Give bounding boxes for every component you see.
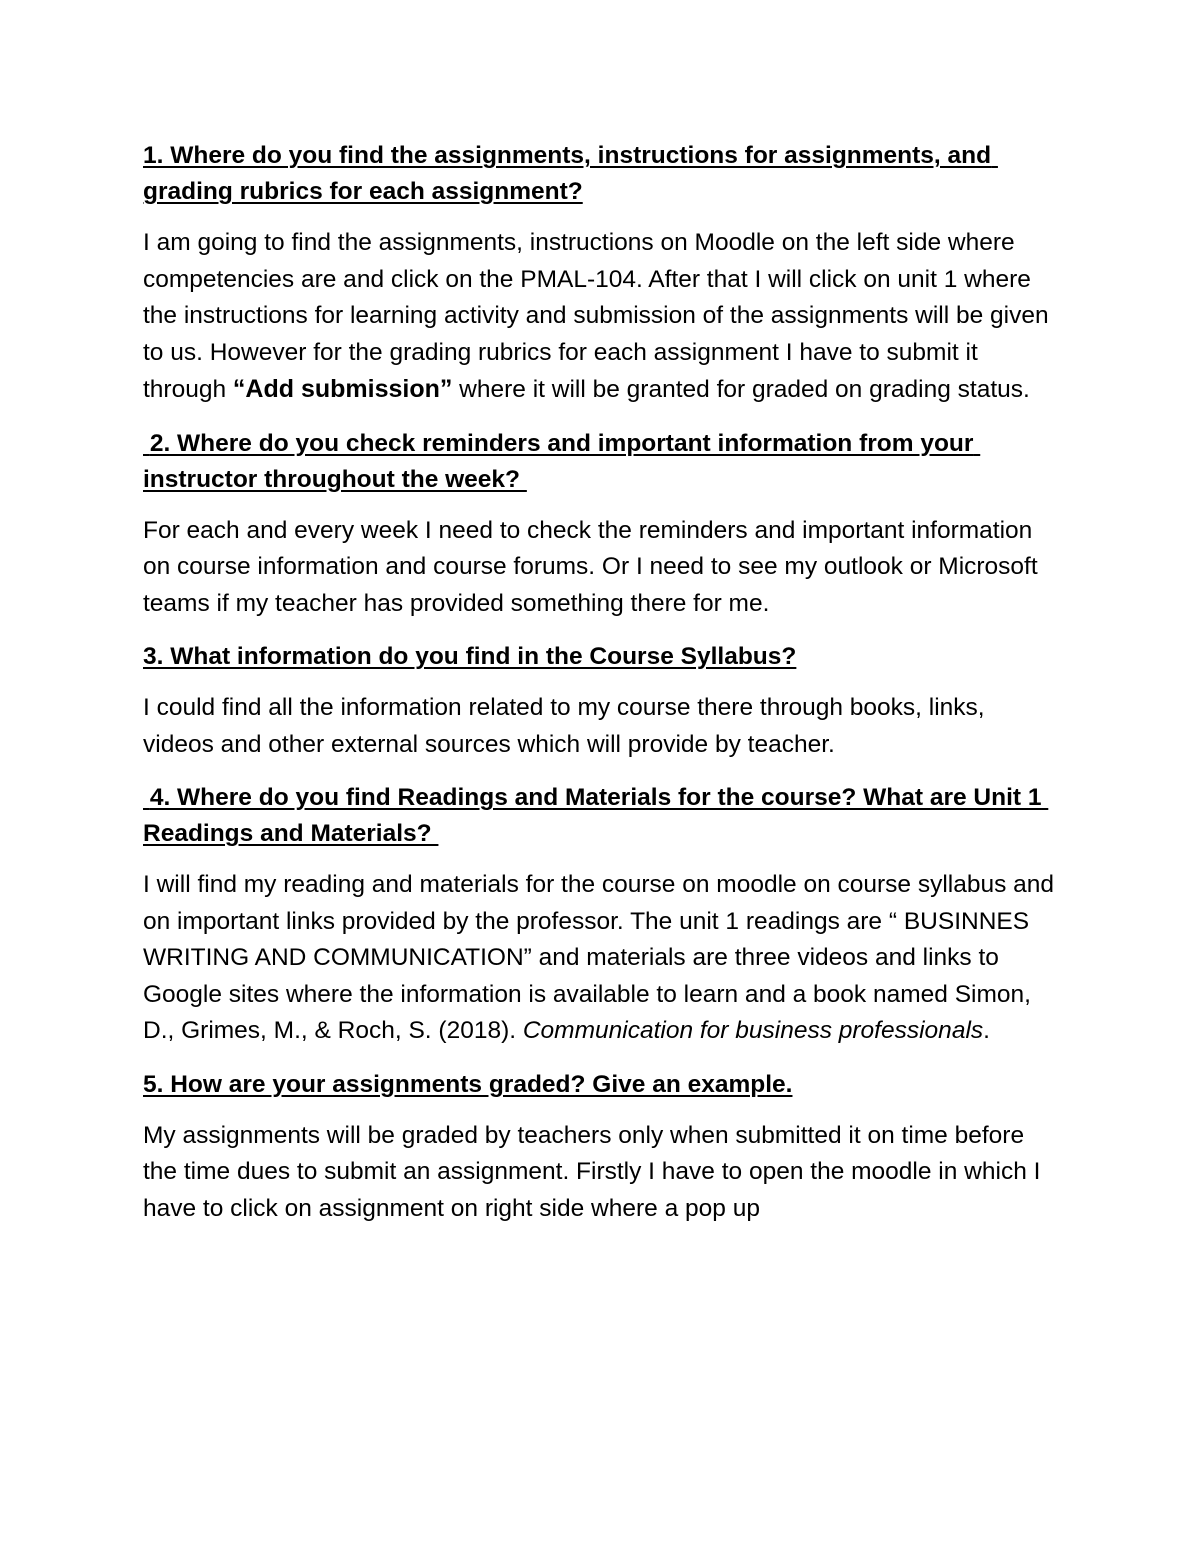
question-4-heading: 4. Where do you find Readings and Materials for the course? What are Unit 1 Readings and Materials? <box>143 784 1049 847</box>
answer-4-italic: Communication for business professionals <box>522 1017 984 1044</box>
question-2-heading: 2. Where do you check reminders and important information from your instructor throughout the week? <box>143 429 981 493</box>
answer-1-text <box>143 225 1058 409</box>
answer-1-part1: I am going to find the assignments, instructions on Moodle on the left side where competencies are and click on the PMAL-104. After that I will click on unit 1 where the instructions for learning activity and submission of the assignments will be given to us. However for the grading rubrics for each assignment I have to submit it through <box>143 229 1049 403</box>
answer-4-text <box>143 867 1058 1050</box>
answer-2-text: For each and every week I need to check the reminders and important information on course information and course forums. Or I need to see my outlook or Microsoft teams if my teacher has provided something there for me. <box>143 516 1038 617</box>
answer-4-part1: I will find my reading and materials for the course on moodle on course syllabus and on important links provided by the professor. The unit 1 readings are “ BUSINNES WRITING AND COMMUNICATION” and materials are three videos and links to Google sites where the information is available to learn and a book named Simon, D., Grimes, M., & Roch, S. (2018). <box>143 871 1055 1044</box>
answer-1-bold: “Add submission” <box>232 375 453 403</box>
document-page <box>143 138 1058 1227</box>
question-5-heading: 5. How are your assignments graded? Give an example. <box>143 1070 793 1098</box>
answer-3-text: I could find all the information related to my course there through books, links, videos and other external sources which will provide by teacher. <box>143 694 985 758</box>
answer-4-part2: . <box>983 1017 990 1044</box>
answer-1-part2: where it will be granted for graded on grading status. <box>452 376 1030 403</box>
question-3-heading: 3. What information do you find in the Course Syllabus? <box>143 643 797 670</box>
question-1-heading: 1. Where do you find the assignments, instructions for assignments, and grading rubrics for each assignment? <box>143 142 998 205</box>
answer-5-text: My assignments will be graded by teachers only when submitted it on time before the time dues to submit an assignment. Firstly I have to open the moodle in which I have to click on assignment on right side where a pop up <box>143 1121 1041 1222</box>
